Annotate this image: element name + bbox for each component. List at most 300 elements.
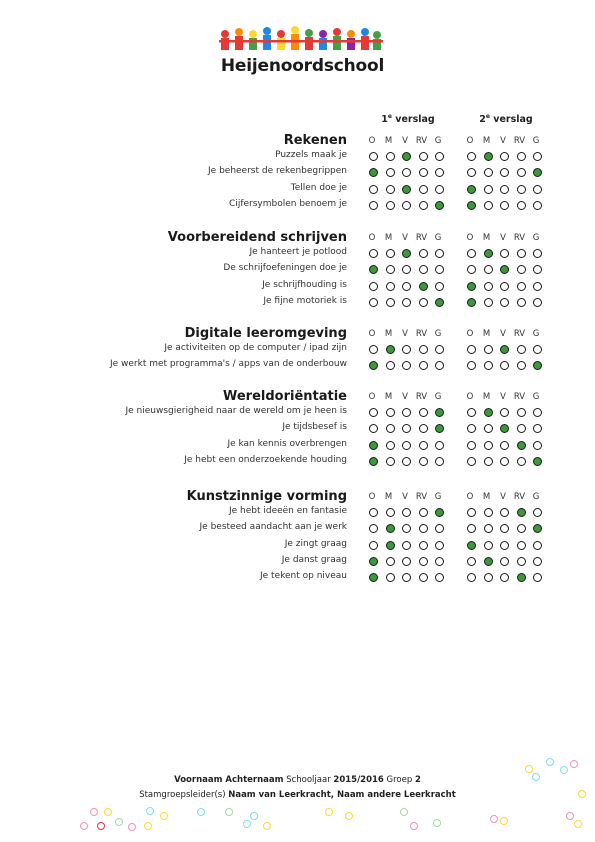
scale-label: O — [368, 392, 376, 402]
rating-dot-m — [386, 457, 395, 466]
rating-dot-m — [484, 524, 493, 533]
rating-dot-o — [467, 408, 476, 417]
rating-dot-rv — [419, 424, 428, 433]
confetti-dot — [146, 807, 154, 815]
rating-dot-v — [500, 152, 509, 161]
rating-dot-g — [435, 573, 444, 582]
rating-dot-g — [435, 408, 444, 417]
rating-dot-o — [369, 408, 378, 417]
scale-label: RV — [415, 492, 428, 502]
rating-dot-g — [533, 361, 542, 370]
rating-dot-v — [500, 524, 509, 533]
rating-dot-m — [484, 361, 493, 370]
rating-dot-v — [500, 345, 509, 354]
report-header-superscript: e — [387, 113, 392, 120]
rating-dot-rv — [419, 541, 428, 550]
criterion-label: Je hanteert je potlood — [249, 247, 347, 257]
rating-dot-rv — [517, 573, 526, 582]
rating-dot-rv — [517, 408, 526, 417]
rating-dot-g — [435, 345, 444, 354]
teachers-label: Stamgroepsleider(s) — [139, 790, 226, 800]
rating-dot-o — [467, 541, 476, 550]
confetti-dot — [243, 820, 251, 828]
rating-dot-m — [484, 201, 493, 210]
rating-dot-g — [533, 573, 542, 582]
rating-dot-o — [369, 265, 378, 274]
rating-dot-m — [386, 557, 395, 566]
rating-dot-o — [467, 524, 476, 533]
scale-label: RV — [513, 233, 526, 243]
rating-dot-v — [500, 201, 509, 210]
scale-label: M — [384, 136, 393, 146]
confetti-dot — [578, 790, 586, 798]
rating-dot-g — [435, 298, 444, 307]
rating-dot-v — [500, 408, 509, 417]
teachers: Naam van Leerkracht, Naam andere Leerkracht — [228, 790, 456, 800]
scale-label: O — [368, 492, 376, 502]
scale-label: O — [368, 329, 376, 339]
scale-label: RV — [415, 392, 428, 402]
rating-dot-o — [467, 424, 476, 433]
rating-dot-m — [386, 345, 395, 354]
confetti-dot — [225, 808, 233, 816]
rating-dot-rv — [419, 408, 428, 417]
rating-dot-m — [484, 573, 493, 582]
scale-label: G — [532, 492, 540, 502]
rating-dot-g — [435, 441, 444, 450]
scale-label: M — [482, 392, 491, 402]
scale-label: M — [384, 392, 393, 402]
scale-label: M — [384, 329, 393, 339]
rating-dot-o — [369, 424, 378, 433]
rating-dot-o — [369, 361, 378, 370]
rating-dot-rv — [517, 508, 526, 517]
scale-label: O — [466, 392, 474, 402]
rating-dot-m — [484, 152, 493, 161]
criterion-label: Je fijne motoriek is — [263, 295, 347, 306]
confetti-dot — [160, 812, 168, 820]
confetti-dot — [250, 812, 258, 820]
confetti-dot — [500, 817, 508, 825]
rating-dot-m — [484, 185, 493, 194]
confetti-dot — [546, 758, 554, 766]
rating-dot-g — [533, 249, 542, 258]
scale-label: RV — [415, 233, 428, 243]
confetti-dot — [97, 822, 105, 830]
rating-dot-o — [369, 201, 378, 210]
confetti-dot — [144, 822, 152, 830]
rating-dot-g — [533, 424, 542, 433]
rating-dot-o — [467, 457, 476, 466]
rating-dot-v — [402, 508, 411, 517]
criterion-label: Je besteed aandacht aan je werk — [199, 522, 347, 533]
rating-dot-rv — [517, 424, 526, 433]
scale-label: G — [434, 136, 442, 146]
rating-dot-o — [369, 185, 378, 194]
rating-dot-v — [500, 298, 509, 307]
rating-dot-o — [467, 345, 476, 354]
rating-dot-m — [386, 441, 395, 450]
rating-dot-m — [484, 557, 493, 566]
rating-dot-m — [484, 168, 493, 177]
scale-label: M — [384, 233, 393, 243]
criterion-label: Cijfersymbolen benoem je — [229, 198, 347, 209]
rating-dot-m — [386, 541, 395, 550]
rating-dot-rv — [517, 282, 526, 291]
scale-label: RV — [513, 492, 526, 502]
confetti-dot — [263, 822, 271, 830]
schoolyear: 2015/2016 — [333, 775, 384, 785]
rating-dot-rv — [419, 265, 428, 274]
rating-dot-m — [484, 265, 493, 274]
rating-dot-v — [402, 557, 411, 566]
rating-dot-m — [386, 152, 395, 161]
rating-dot-m — [386, 185, 395, 194]
scale-label: G — [532, 329, 540, 339]
scale-label: V — [402, 233, 408, 243]
criterion-label: Je schrijfhouding is — [262, 279, 347, 290]
rating-dot-rv — [419, 249, 428, 258]
rating-dot-o — [467, 282, 476, 291]
scale-label: M — [482, 136, 491, 146]
rating-dot-o — [467, 573, 476, 582]
rating-dot-g — [533, 524, 542, 533]
rating-dot-v — [402, 573, 411, 582]
confetti-dot — [197, 808, 205, 816]
criterion-label: Je kan kennis overbrengen — [227, 438, 347, 449]
rating-dot-rv — [419, 573, 428, 582]
scale-label: M — [482, 492, 491, 502]
confetti-dot — [433, 819, 441, 827]
scale-label: V — [402, 136, 408, 146]
scale-label: O — [466, 492, 474, 502]
report-header-text: verslag — [489, 114, 533, 126]
rating-dot-rv — [517, 345, 526, 354]
report-header-text: verslag — [391, 114, 435, 126]
confetti-dot — [532, 773, 540, 781]
confetti-dot — [90, 808, 98, 816]
rating-dot-o — [369, 441, 378, 450]
scale-label: V — [402, 492, 408, 502]
scale-label: V — [402, 392, 408, 402]
rating-dot-g — [533, 457, 542, 466]
scale-label: O — [368, 136, 376, 146]
rating-dot-v — [402, 541, 411, 550]
rating-dot-m — [386, 298, 395, 307]
criterion-label: Je tekent op niveau — [259, 571, 347, 582]
rating-dot-rv — [419, 168, 428, 177]
criterion-label: Je hebt ideeën en fantasie — [228, 506, 347, 516]
rating-dot-g — [533, 298, 542, 307]
rating-dot-v — [500, 508, 509, 517]
rating-dot-v — [402, 168, 411, 177]
rating-dot-m — [484, 541, 493, 550]
rating-dot-v — [500, 168, 509, 177]
scale-label: M — [482, 329, 491, 339]
rating-dot-rv — [419, 508, 428, 517]
rating-dot-g — [435, 424, 444, 433]
rating-dot-g — [435, 201, 444, 210]
school-name: Heijenoordschool — [220, 56, 385, 76]
rating-dot-v — [402, 282, 411, 291]
confetti-dot — [115, 818, 123, 826]
scale-label: O — [368, 233, 376, 243]
rating-dot-rv — [419, 201, 428, 210]
scale-label: G — [532, 392, 540, 402]
section-title: Digitale leeromgeving — [184, 326, 347, 341]
rating-dot-m — [386, 168, 395, 177]
rating-dot-rv — [517, 441, 526, 450]
rating-dot-o — [369, 152, 378, 161]
scale-label: O — [466, 233, 474, 243]
rating-dot-rv — [517, 524, 526, 533]
footer-student-line — [0, 775, 595, 785]
rating-dot-m — [484, 345, 493, 354]
rating-dot-m — [484, 457, 493, 466]
rating-dot-g — [435, 265, 444, 274]
children-row-logo-art — [215, 26, 385, 56]
scale-label: G — [434, 492, 442, 502]
rating-dot-o — [467, 201, 476, 210]
confetti-dot — [104, 808, 112, 816]
rating-dot-g — [533, 152, 542, 161]
section-title: Wereldoriëntatie — [222, 389, 347, 404]
rating-dot-v — [500, 573, 509, 582]
scale-label: RV — [415, 329, 428, 339]
rating-dot-rv — [419, 361, 428, 370]
rating-dot-rv — [419, 457, 428, 466]
rating-dot-m — [484, 424, 493, 433]
rating-dot-rv — [517, 201, 526, 210]
criterion-label: Je werkt met programma's / apps van de onderbouw — [109, 359, 347, 370]
scale-label: G — [434, 329, 442, 339]
confetti-dot — [400, 808, 408, 816]
rating-dot-m — [484, 249, 493, 258]
footer-teacher-line — [0, 790, 595, 800]
rating-dot-g — [533, 168, 542, 177]
rating-dot-o — [467, 508, 476, 517]
scale-label: V — [500, 136, 506, 146]
rating-dot-o — [369, 282, 378, 291]
scale-label: RV — [415, 136, 428, 146]
rating-dot-g — [533, 185, 542, 194]
rating-dot-v — [500, 265, 509, 274]
rating-dot-o — [369, 298, 378, 307]
rating-dot-rv — [517, 361, 526, 370]
rating-dot-g — [435, 185, 444, 194]
scale-label: O — [466, 136, 474, 146]
rating-dot-m — [484, 441, 493, 450]
rating-dot-o — [467, 441, 476, 450]
rating-dot-m — [386, 424, 395, 433]
rating-dot-g — [533, 265, 542, 274]
section-title: Rekenen — [283, 133, 347, 148]
rating-dot-v — [500, 441, 509, 450]
scale-label: M — [384, 492, 393, 502]
rating-dot-v — [402, 424, 411, 433]
rating-dot-v — [402, 152, 411, 161]
rating-dot-v — [402, 201, 411, 210]
rating-dot-m — [386, 249, 395, 258]
confetti-dot — [410, 822, 418, 830]
rating-dot-g — [435, 524, 444, 533]
scale-label: V — [500, 233, 506, 243]
rating-dot-rv — [419, 298, 428, 307]
schoolyear-label: Schooljaar — [286, 775, 331, 785]
rating-dot-rv — [517, 457, 526, 466]
scale-label: V — [402, 329, 408, 339]
rating-dot-m — [484, 508, 493, 517]
confetti-dot — [560, 766, 568, 774]
rating-dot-v — [402, 345, 411, 354]
confetti-dot — [490, 815, 498, 823]
rating-dot-o — [369, 541, 378, 550]
rating-dot-g — [533, 508, 542, 517]
scale-label: G — [434, 233, 442, 243]
rating-dot-v — [402, 524, 411, 533]
student-name: Voornaam Achternaam — [174, 775, 284, 785]
rating-dot-o — [369, 524, 378, 533]
confetti-dot — [128, 823, 136, 831]
confetti-dot — [325, 808, 333, 816]
rating-dot-v — [402, 457, 411, 466]
scale-label: G — [434, 392, 442, 402]
rating-dot-v — [402, 185, 411, 194]
section-title: Voorbereidend schrijven — [167, 230, 347, 245]
rating-dot-v — [402, 249, 411, 258]
rating-dot-v — [500, 541, 509, 550]
scale-label: V — [500, 329, 506, 339]
rating-dot-v — [500, 282, 509, 291]
scale-label: G — [532, 233, 540, 243]
school-logo — [205, 26, 390, 78]
criterion-label: De schrijfoefeningen doe je — [223, 263, 347, 274]
rating-dot-o — [369, 249, 378, 258]
rating-dot-g — [435, 152, 444, 161]
scale-label: M — [482, 233, 491, 243]
report-header-number: 1 — [381, 114, 388, 126]
rating-dot-rv — [517, 557, 526, 566]
rating-dot-m — [386, 361, 395, 370]
rating-dot-o — [467, 168, 476, 177]
rating-dot-rv — [419, 185, 428, 194]
scale-label: RV — [513, 136, 526, 146]
rating-dot-g — [435, 168, 444, 177]
rating-dot-o — [369, 457, 378, 466]
criterion-label: Je activiteiten op de computer / ipad zijn — [164, 343, 347, 353]
rating-dot-v — [402, 265, 411, 274]
rating-dot-o — [467, 298, 476, 307]
confetti-dot — [525, 765, 533, 773]
rating-dot-m — [386, 408, 395, 417]
rating-dot-o — [369, 168, 378, 177]
criterion-label: Je nieuwsgierigheid naar de wereld om je heen is — [125, 406, 347, 416]
criterion-label: Je tijdsbesef is — [282, 422, 347, 433]
criterion-label: Puzzels maak je — [275, 150, 347, 160]
rating-dot-g — [533, 557, 542, 566]
rating-dot-rv — [517, 249, 526, 258]
rating-dot-m — [386, 201, 395, 210]
confetti-dot — [80, 822, 88, 830]
rating-dot-o — [369, 557, 378, 566]
rating-dot-rv — [419, 152, 428, 161]
rating-dot-m — [484, 282, 493, 291]
rating-dot-v — [500, 457, 509, 466]
report-header-1 — [366, 113, 450, 125]
criterion-label: Je zingt graag — [284, 538, 347, 549]
scale-label: V — [500, 492, 506, 502]
rating-dot-o — [369, 573, 378, 582]
rating-dot-v — [500, 557, 509, 566]
rating-dot-g — [435, 361, 444, 370]
rating-dot-m — [484, 298, 493, 307]
rating-dot-g — [435, 457, 444, 466]
rating-dot-o — [369, 508, 378, 517]
criterion-label: Je danst graag — [281, 554, 347, 565]
rating-dot-rv — [419, 557, 428, 566]
rating-dot-v — [500, 185, 509, 194]
scale-label: V — [500, 392, 506, 402]
rating-dot-v — [500, 249, 509, 258]
rating-dot-v — [500, 424, 509, 433]
rating-dot-rv — [419, 282, 428, 291]
rating-dot-g — [435, 508, 444, 517]
scale-label: O — [466, 329, 474, 339]
rating-dot-o — [467, 557, 476, 566]
rating-dot-rv — [517, 168, 526, 177]
rating-dot-rv — [517, 541, 526, 550]
rating-dot-g — [435, 282, 444, 291]
confetti-dot — [566, 812, 574, 820]
rating-dot-m — [484, 408, 493, 417]
rating-dot-g — [533, 408, 542, 417]
rating-dot-v — [500, 361, 509, 370]
confetti-dot — [345, 812, 353, 820]
rating-dot-o — [467, 152, 476, 161]
rating-dot-g — [533, 345, 542, 354]
group-label: Groep — [386, 775, 413, 785]
rating-dot-o — [467, 265, 476, 274]
rating-dot-g — [533, 441, 542, 450]
criterion-label: Je hebt een onderzoekende houding — [184, 454, 347, 465]
rating-dot-rv — [517, 265, 526, 274]
report-header-2 — [464, 113, 548, 125]
rating-dot-m — [386, 524, 395, 533]
confetti-dot — [574, 820, 582, 828]
rating-dot-g — [533, 201, 542, 210]
rating-dot-o — [467, 361, 476, 370]
rating-dot-v — [402, 298, 411, 307]
rating-dot-m — [386, 282, 395, 291]
rating-dot-o — [467, 249, 476, 258]
criterion-label: Je beheerst de rekenbegrippen — [208, 166, 347, 177]
rating-dot-g — [533, 541, 542, 550]
rating-dot-g — [435, 557, 444, 566]
rating-dot-rv — [419, 345, 428, 354]
rating-dot-v — [402, 408, 411, 417]
scale-label: RV — [513, 329, 526, 339]
section-title: Kunstzinnige vorming — [186, 489, 347, 504]
rating-dot-g — [533, 282, 542, 291]
scale-label: RV — [513, 392, 526, 402]
rating-dot-o — [369, 345, 378, 354]
criterion-label: Tellen doe je — [290, 182, 347, 193]
report-header-superscript: e — [485, 113, 490, 120]
rating-dot-rv — [419, 524, 428, 533]
rating-dot-m — [386, 265, 395, 274]
rating-dot-m — [386, 573, 395, 582]
group: 2 — [414, 775, 421, 785]
